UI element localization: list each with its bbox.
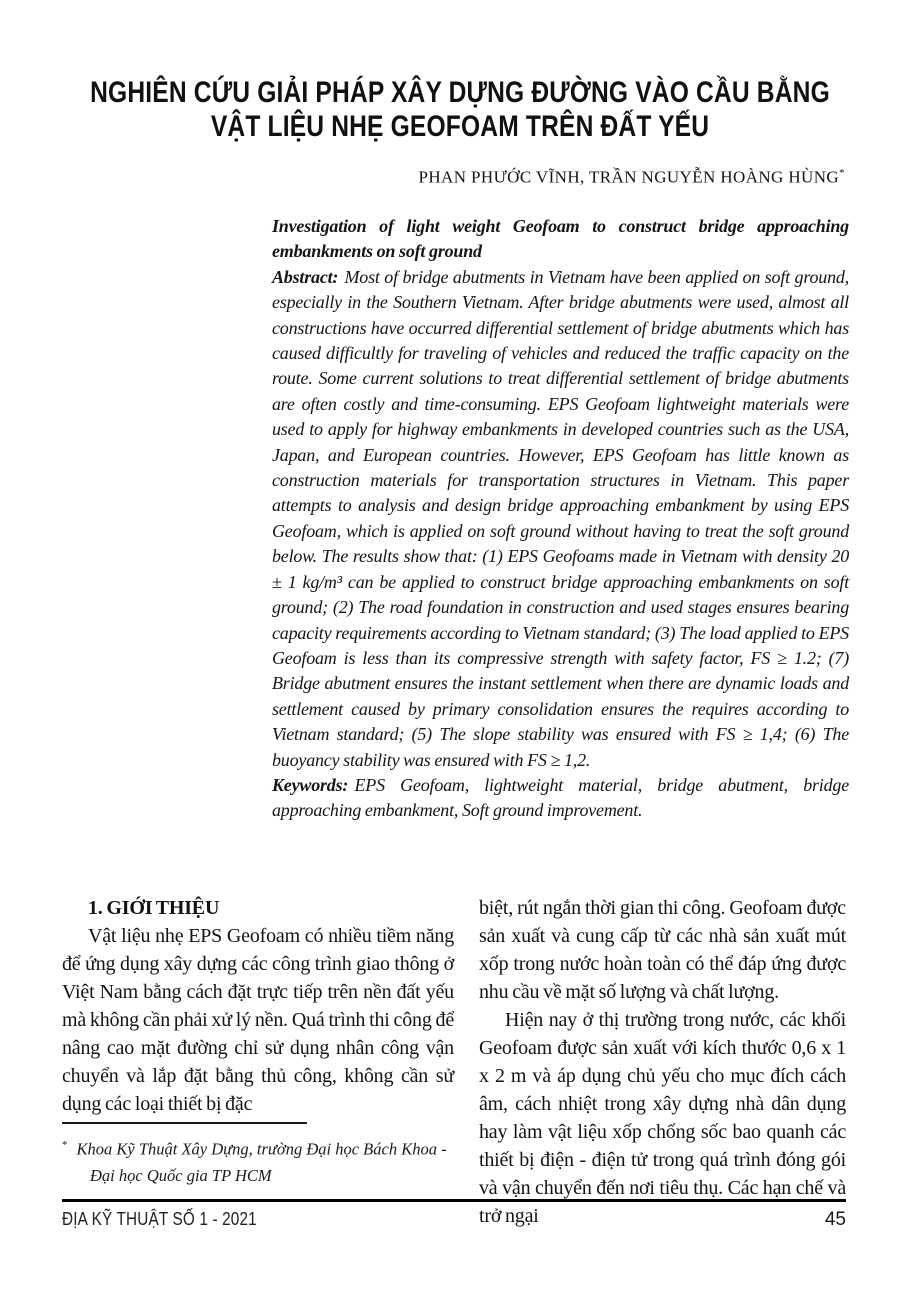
footnote-block bbox=[62, 1122, 454, 1189]
keywords-paragraph bbox=[272, 773, 849, 824]
authors-line bbox=[62, 162, 845, 189]
journal-name: ĐỊA KỸ THUẬT SỐ 1 - 2021 bbox=[62, 1209, 257, 1229]
footnote-text-line bbox=[62, 1132, 454, 1189]
abstract-paragraph bbox=[272, 265, 849, 773]
right-column-paragraph-2: Hiện nay ở thị trường trong nước, các khối Geofoam được sản xuất với kích thước 0,6 x 1 x 2 m và áp dụng chủ yếu cho mục đích cách âm, cách nhiệt trong xây dựng nhà dân dụng hay làm vật liệu xốp chống sốc bao quanh các thiết bị điện - điện tử trong quá trình đóng gói và vận chuyển đến nơi tiêu thụ. Các hạn chế và trở ngại bbox=[479, 1009, 846, 1227]
keywords-label: Keywords: bbox=[272, 774, 349, 795]
section-1-heading: 1. GIỚI THIỆU bbox=[88, 897, 220, 919]
right-column-paragraph-1: biệt, rút ngắn thời gian thi công. Geofoam được sản xuất và cung cấp từ các nhà sản xuất mút xốp trong nước hoàn toàn có thể đáp ứng được nhu cầu về mặt số lượng và chất lượng. bbox=[479, 897, 846, 1003]
page-title bbox=[83, 76, 837, 144]
abstract-text: Most of bridge abutments in Vietnam have been applied on soft ground, especially in the Southern Vietnam. After bridge abutments were used, almost all constructions have occurred differential settlement of bridge abutments which has caused difficultly for traveling of vehicles and reduced the traffic capacity on the route. Some current solutions to treat differential settlement of bridge abutments are often costly and time-consuming. EPS Geofoam lightweight materials were used to apply for highway embankments in developed countries such as the USA, Japan, and European countries. However, EPS Geofoam has little known as construction materials for transportation structures in Vietnam. This paper attempts to analysis and design bridge approaching embankment by using EPS Geofoam, which is applied on soft ground without having to treat the soft ground below. The results show that: (1) EPS Geofoams made in Vietnam with density 20 ± 1 kg/m³ can be applied to construct bridge approaching embankments on soft ground; (2) The road foundation in construction and used stages ensures bearing capacity requirements according to Vietnam standard; (3) The load applied to EPS Geofoam is less than its compressive strength with safety factor, FS ≥ 1.2; (7) Bridge abutment ensures the instant settlement when there are dynamic loads and settlement caused by primary consolidation ensures the requires according to Vietnam standard; (5) The slope stability was ensured with FS ≥ 1,4; (6) The buoyancy stability was ensured with FS ≥ 1,2. bbox=[272, 266, 849, 770]
right-column bbox=[479, 894, 846, 1230]
footnote-marker: * bbox=[62, 1139, 68, 1151]
title-line-1: NGHIÊN CỨU GIẢI PHÁP XÂY DỰNG ĐƯỜNG VÀO CẦU BẰNG bbox=[90, 76, 830, 109]
title-line-2: VẬT LIỆU NHẸ GEOFOAM TRÊN ĐẤT YẾU bbox=[210, 110, 710, 143]
abstract-label: Abstract: bbox=[272, 266, 339, 287]
footnote-text: Khoa Kỹ Thuật Xây Dựng, trường Đại học Bách Khoa - Đại học Quốc gia TP HCM bbox=[76, 1139, 447, 1185]
page-number: 45 bbox=[824, 1209, 846, 1230]
left-column-paragraph: Vật liệu nhẹ EPS Geofoam có nhiều tiềm năng để ứng dụng xây dựng các công trình giao thông ở Việt Nam bằng cách đặt trực tiếp trên nền đất yếu mà không cần phải xử lý nền. Quá trình thi công để nâng cao mặt đường chỉ sử dụng nhân công vận chuyển và lắp đặt bằng thủ công, không cần sử dụng các loại thiết bị đặc bbox=[62, 925, 454, 1115]
footer-row bbox=[62, 1202, 846, 1231]
abstract-block bbox=[272, 214, 849, 824]
author-names: PHAN PHƯỚC VĨNH, TRẦN NGUYỄN HOÀNG HÙNG bbox=[418, 167, 840, 187]
keywords-text: EPS Geofoam, lightweight material, bridge abutment, bridge approaching embankment, Soft ground improvement. bbox=[272, 774, 849, 821]
author-affiliation-marker: * bbox=[839, 167, 845, 179]
english-title: Investigation of light weight Geofoam to construct bridge approaching embankments on soft ground bbox=[272, 216, 849, 262]
footnote-rule bbox=[62, 1122, 307, 1124]
page-footer bbox=[62, 1199, 846, 1231]
